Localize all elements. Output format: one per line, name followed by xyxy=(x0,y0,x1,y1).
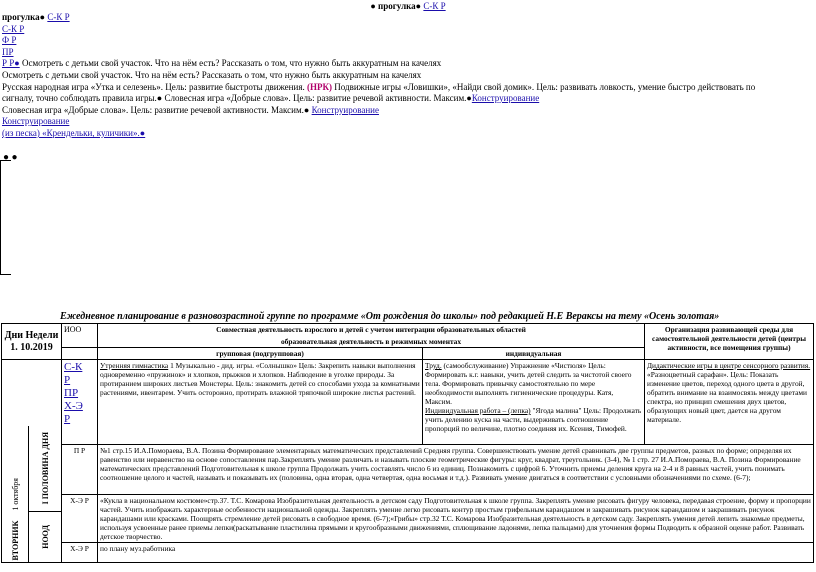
link-sk-r-top[interactable]: С-К Р xyxy=(423,1,446,11)
nod-label: НООД xyxy=(40,525,50,549)
game-line-2: сигналу, точно соблюдать правила игры.● Словесная игра «Добрые слова». Цель: развитие речевой активности. Максим.●Конструирование xyxy=(2,93,540,104)
col-ioo-header: ИОО xyxy=(62,324,98,348)
row2-code: П Р xyxy=(62,445,98,495)
col-group-header: групповая (подгрупповая) xyxy=(98,348,423,360)
row4-music-text: по плану муз.работника xyxy=(98,543,814,563)
link-sk-r[interactable]: С-К Р xyxy=(47,12,70,22)
link-pr[interactable]: ПР xyxy=(2,46,14,57)
bullet: ● xyxy=(370,1,376,11)
walk-line-pr xyxy=(2,58,814,70)
left-bracket-line xyxy=(0,160,11,275)
col-env-header: Организация развивающей среды для самостоятельной деятельности детей (центры активности, все помещения группы) xyxy=(645,324,814,360)
bullets: ● ● xyxy=(3,152,18,163)
walk-label: прогулка● xyxy=(2,12,46,22)
row3-code: Х-Э Р xyxy=(62,495,98,543)
walk-observation: Осмотреть с детьми свой участок. Что на нём есть? Рассказать о том, что нужно быть аккуратным на качелях xyxy=(2,69,422,80)
col-days-header: Дни Недели 1. 10.2019 xyxy=(2,324,62,360)
link-construct-3[interactable]: Конструирование xyxy=(2,116,70,127)
walk-text: Осмотреть с детьми свой участок. Что на нём есть? Рассказать о том, что нужно быть аккуратным на качелях xyxy=(21,58,442,69)
walk-plan-block xyxy=(2,12,814,140)
walk-label: прогулка● xyxy=(378,1,422,11)
game-line-3: Словесная игра «Добрые слова». Цель: развитие речевой активности. Максим.● Конструирование xyxy=(2,104,379,115)
nrk-badge: (НРК) xyxy=(306,81,332,92)
day-date: 1 октября xyxy=(10,477,20,511)
col-joint-header: Совместная деятельность взрослого и детей с учетом интеграции образовательных областей xyxy=(98,324,645,336)
plan-table xyxy=(1,323,814,563)
walk-line-1 xyxy=(2,12,814,24)
row3-art-text: «Кукла в национальном костюме»стр.37. Т.С. Комарова Изобразительная деятельность в детском саду Подготовительная к школе группа. Закреплять умение рисовать фигуру человека, передавая строение, форму и пропорции частей. Учить изображать характерные особенности национальной одежды. Закреплять умение легко рисовать контур простым грифельным карандашом и закрашивать рисунок карандашом и закрашивать рисунок карандашами или красками. Поощрять стремление детей рисовать в свободное время. (6-7);«Грибы» стр.32 Т.С. Комарова Изобразительная деятельность в детском саду. Закреплять умения детей лепить знакомые предметы, используя усвоенные ранее приемы лепки(раскатывание пластилина прямыми и кругообразными движениями, сплющивание ладонями, лепка пальцами) для уточнения формы Подводить к образной оценке работ. Развивать детское творчество. xyxy=(98,495,814,543)
link-r-r[interactable]: Р Р● xyxy=(2,58,20,69)
day-name: ВТОРНИК 1 октября xyxy=(10,477,20,560)
day-cell xyxy=(2,360,62,563)
col-edu-header: образовательная деятельность в режимных моментах xyxy=(98,336,645,348)
link-sk-r-2[interactable]: С-К Р xyxy=(2,23,25,34)
link-f-r[interactable]: Ф Р xyxy=(2,35,17,46)
link-construct-2[interactable]: Конструирование xyxy=(311,104,379,115)
col-indiv-header: индивидуальная xyxy=(423,348,645,360)
top-bullet-line xyxy=(0,1,816,11)
game-line-1: Русская народная игра «Утка и селезень». Цель: развитие быстроты движения. (НРК) Подвижные игры «Ловишки», «Найди свой домик». Цель: развивать ловкость, умение быстро действовать по xyxy=(2,81,756,92)
row1-indiv-cell: Труд. (самообслуживание) Упражнение «Чистюля» Цель: Формировать к.г. навыки, учить детей следить за чистотой своего тела. Формировать привычку самостоятельно по мере необходимости выполнять гигиенические процедуры. Катя, Максим. Индивидуальная работа – (лепка) "Ягода малина" Цель: Продолжать учить делению куска на части, выдерживать соотношение пропорций по величине, плотно соединяя их. Ксения, Тимофей. xyxy=(423,360,645,445)
link-sand[interactable]: (из песка) «Крендельки, куличики».● xyxy=(2,127,146,138)
morning-exercise-title: Утренняя гимнастика xyxy=(100,361,169,370)
row1-group-cell: Утренняя гимнастика 1 Музыкально - дид. игры. «Солнышко» Цель: Закрепить навыки выполнения одновременно «пружинок» и хлопков, прыжков и хлопков. Наблюдение в уголке природы. За протиранием широких листьев Монстеры. Цель: знакомить детей со способами ухода за комнатными растениями, ивентарем. Учить осторожно, протирать влажной тряпочкой широкие листья растений. xyxy=(98,360,423,445)
page-title: Ежедневное планирование в разновозрастной группе по программе «От рождения до школы» под редакцией Н.Е Вераксы на тему «Осень золотая» xyxy=(60,311,720,322)
row4-code: Х-Э Р xyxy=(62,543,98,563)
row1-codes: С-К Р ПР Х-Э Р xyxy=(62,360,98,445)
row1-env-cell: Дидактические игры в центре сенсорного развития. «Разноцветный сарафан». Цель: Показать изменение цветов, переход одного цвета в другой, обратить внимание на взаимосвязь между цветами спектра, но принцип смешения двух цветов, образующих новый цвет, дается на другом материале. xyxy=(645,360,814,445)
half-day-label: I ПОЛОВИНА ДНЯ xyxy=(40,432,50,505)
row2-math-text: №1 стр.15 И.А.Помораева, В.А. Позина Формирование элементарных математических представлений Средняя группа. Совершенствовать умение детей сравнивать две группы предметов, разных по форме; определяя их равенство или неравенство на основе сопоставления пар.Закреплять умение различать и называть плоские геометрические фигуры: круг, квадрат, треугольник. (3-4), № 1 стр. 27 И.А.Помораева, В.А. Позина Формирование математических представлений Подготовительная к школе группа Продолжать учить составлять число 6 из единиц. Познакомить с цифрой 6. Уточнить приемы деления круга на 2-4 и 8 равных частей, учить понимать соотношение целого и частей, называть и показывать их (половина, одна вторая, одна четвертая, одна восьмая и т.д.). Развивать умение двигаться в соответствии с условными обозначениями по схеме. (6-7); xyxy=(98,445,814,495)
link-construct-1[interactable]: Конструирование xyxy=(471,93,540,104)
